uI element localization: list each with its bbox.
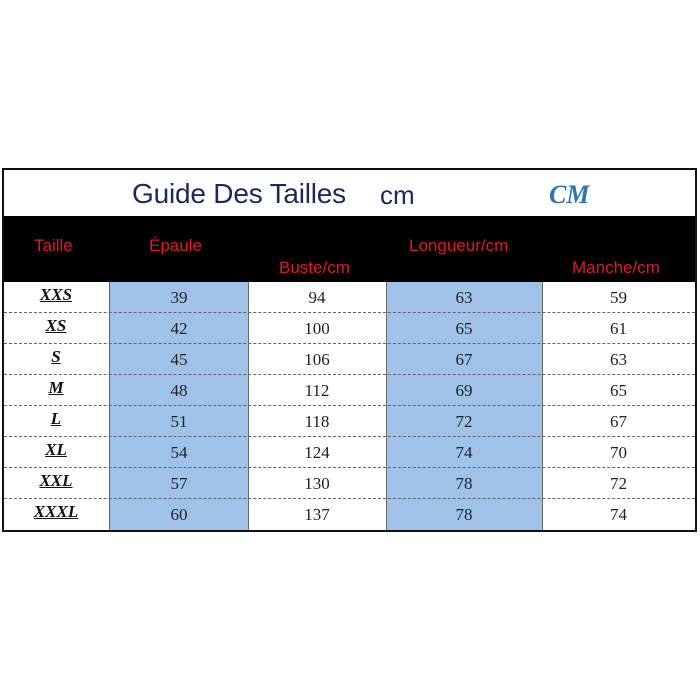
epaule-cell: 39 xyxy=(170,288,188,307)
buste-cell: 100 xyxy=(304,319,330,338)
longueur-cell: 63 xyxy=(455,288,473,307)
buste-cell: 130 xyxy=(304,474,330,493)
unit-label: cm xyxy=(380,180,415,210)
header-row xyxy=(4,216,695,282)
table-row xyxy=(4,437,695,468)
size-label: S xyxy=(51,347,61,366)
manche-cell: 70 xyxy=(610,443,627,462)
buste-cell: 124 xyxy=(304,443,330,462)
header-manche: Manche/cm xyxy=(572,258,660,277)
longueur-cell: 78 xyxy=(455,505,473,524)
header-longueur: Longueur/cm xyxy=(409,236,509,255)
buste-cell: 112 xyxy=(304,381,330,400)
manche-cell: 63 xyxy=(610,350,627,369)
table-row xyxy=(4,499,695,530)
table-body xyxy=(4,282,695,530)
size-label: XXL xyxy=(39,471,73,490)
size-label: XS xyxy=(45,316,67,335)
size-label: XL xyxy=(45,440,67,459)
size-guide-table xyxy=(2,168,697,532)
size-label: XXS xyxy=(39,285,73,304)
title-row xyxy=(4,170,695,216)
header-buste: Buste/cm xyxy=(279,258,350,277)
buste-cell: 94 xyxy=(308,288,326,307)
epaule-cell: 54 xyxy=(170,443,188,462)
epaule-cell: 60 xyxy=(170,505,188,524)
table-row xyxy=(4,282,695,313)
table-row xyxy=(4,344,695,375)
longueur-cell: 78 xyxy=(455,474,473,493)
longueur-cell: 65 xyxy=(455,319,473,338)
longueur-cell: 72 xyxy=(455,412,473,431)
header-epaule: Épaule xyxy=(149,236,202,255)
epaule-cell: 42 xyxy=(170,319,188,338)
manche-cell: 59 xyxy=(610,288,627,307)
table-row xyxy=(4,468,695,499)
longueur-cell: 69 xyxy=(455,381,473,400)
table-row xyxy=(4,375,695,406)
buste-cell: 106 xyxy=(304,350,330,369)
manche-cell: 67 xyxy=(610,412,627,431)
manche-cell: 61 xyxy=(610,319,627,338)
table-title: Guide Des Tailles xyxy=(132,178,346,209)
manche-cell: 74 xyxy=(610,505,627,524)
buste-cell: 118 xyxy=(304,412,330,431)
buste-cell: 137 xyxy=(304,505,330,524)
epaule-cell: 45 xyxy=(170,350,188,369)
longueur-cell: 67 xyxy=(455,350,473,369)
table-row xyxy=(4,313,695,344)
epaule-cell: 57 xyxy=(170,474,188,493)
epaule-cell: 51 xyxy=(170,412,188,431)
size-label: M xyxy=(48,378,64,397)
table-row xyxy=(4,406,695,437)
size-label: XXXL xyxy=(33,502,79,521)
manche-cell: 72 xyxy=(610,474,627,493)
longueur-cell: 74 xyxy=(455,443,473,462)
epaule-cell: 48 xyxy=(170,381,188,400)
size-label: L xyxy=(50,409,62,428)
unit-label-alt: CM xyxy=(549,180,590,209)
header-taille: Taille xyxy=(34,236,73,255)
manche-cell: 65 xyxy=(610,381,627,400)
